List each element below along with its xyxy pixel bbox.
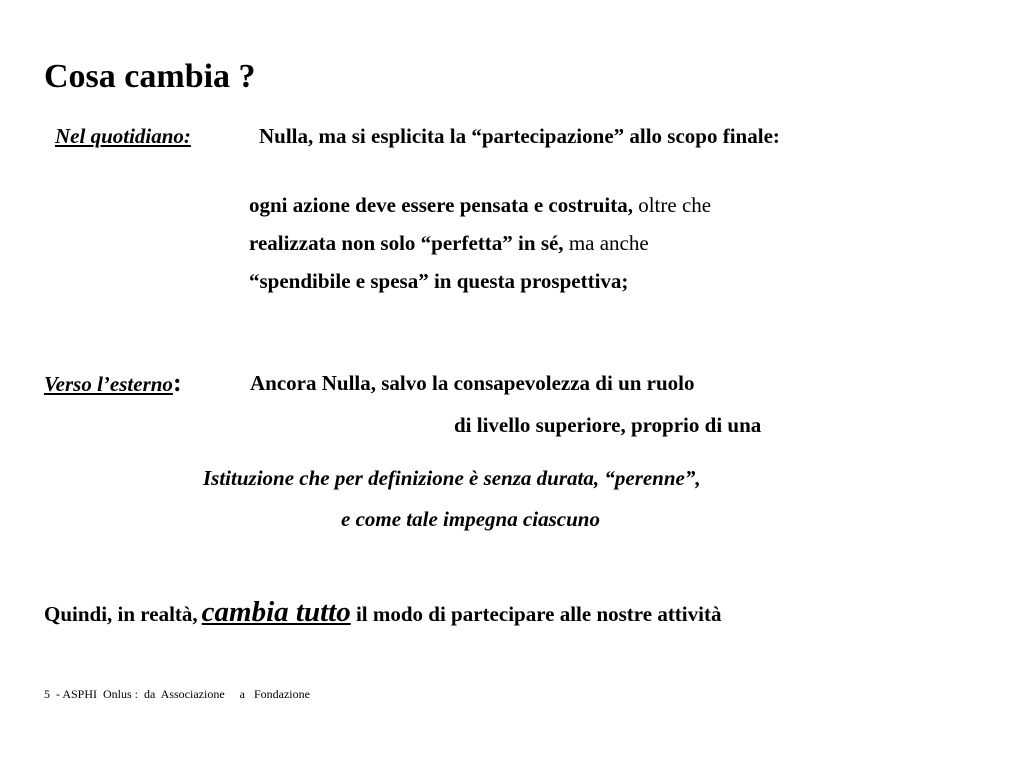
section1-line-2-bold: realizzata non solo “perfetta” in sé, [249,231,564,255]
slide-title: Cosa cambia ? [44,58,256,95]
conclusion [44,596,721,629]
conclusion-emphasis: cambia tutto [201,596,351,628]
conclusion-prefix: Quindi, in realtà, [44,602,198,626]
section1-line-3: “spendibile e spesa” in questa prospettiva; [249,269,629,293]
section1-line-1-normal: oltre che [632,193,712,217]
section1-heading: Nulla, ma si esplicita la “partecipazione” allo scopo finale: [259,124,780,148]
section2-line-3: Istituzione che per definizione è senza durata, “perenne”, [203,466,701,490]
section-label-quotidiano: Nel quotidiano: [55,124,191,148]
conclusion-suffix: il modo di partecipare alle nostre attività [350,602,722,626]
section1-line-1-bold: ogni azione deve essere pensata e costruita, [249,193,633,217]
section1-line-1 [249,193,711,218]
slide-footer: 5 - ASPHI Onlus : da Associazione a Fondazione [44,687,310,701]
section1-line-2-normal: ma anche [563,231,649,255]
section-label-esterno-wrap [44,368,182,398]
section-label-colon: : [172,368,182,397]
section-label-esterno: Verso l’esterno [44,372,173,396]
section1-line-2 [249,231,649,256]
section2-line-1: Ancora Nulla, salvo la consapevolezza di un ruolo [250,371,695,395]
section2-line-4: e come tale impegna ciascuno [341,507,600,531]
section2-line-2: di livello superiore, proprio di una [454,413,762,437]
